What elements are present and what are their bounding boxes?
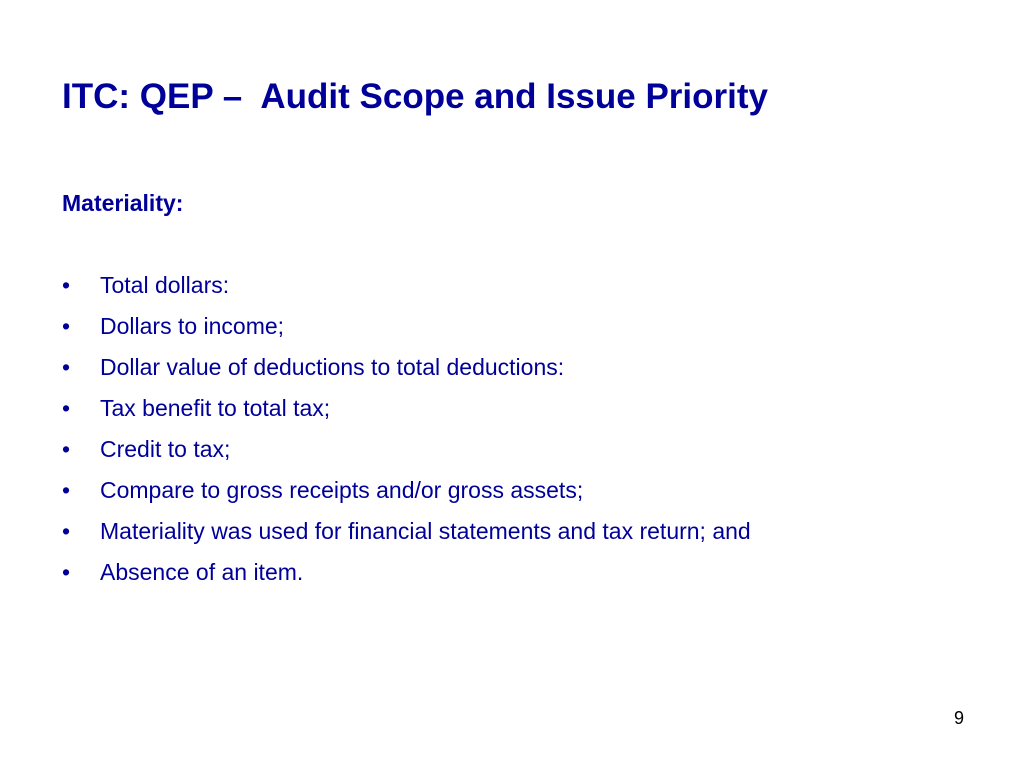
bullet-text: Credit to tax; [100, 436, 231, 462]
bullet-icon: • [62, 313, 71, 339]
bullet-text: Dollars to income; [100, 313, 285, 339]
bullet-text: Total dollars: [100, 272, 230, 298]
bullet-text: Materiality was used for financial statements and tax return; and [100, 518, 751, 544]
slide-title: ITC: QEP – Audit Scope and Issue Priority [62, 77, 768, 116]
bullet-text: Compare to gross receipts and/or gross assets; [100, 477, 584, 503]
materiality-heading: Materiality: [62, 190, 184, 216]
bullet-text: Dollar value of deductions to total deductions: [100, 354, 565, 380]
bullet-text: Absence of an item. [100, 559, 304, 585]
bullet-icon: • [62, 518, 71, 544]
bullet-text: Tax benefit to total tax; [100, 395, 331, 421]
bullet-icon: • [62, 477, 71, 503]
bullet-icon: • [62, 395, 71, 421]
bullet-icon: • [62, 436, 71, 462]
bullet-icon: • [62, 272, 71, 298]
bullet-icon: • [62, 354, 71, 380]
page-number: 9 [953, 708, 964, 728]
bullet-icon: • [62, 559, 71, 585]
